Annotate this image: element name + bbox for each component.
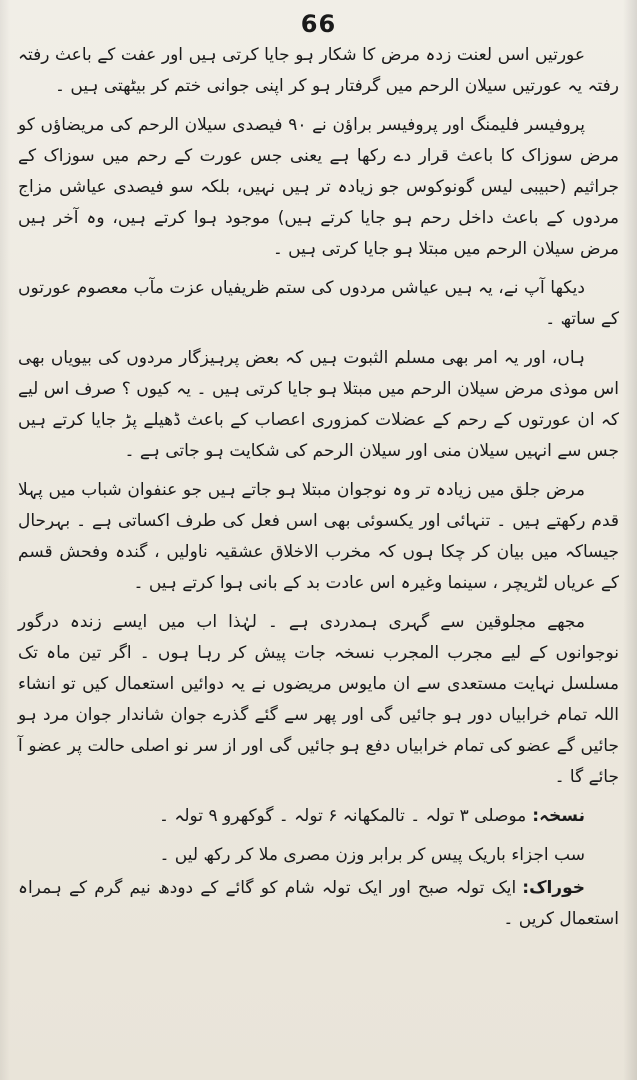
dosage-line <box>18 873 619 935</box>
page-gutter-shadow <box>0 0 10 1080</box>
page-body <box>18 40 619 935</box>
recipe-label: نسخہ: <box>532 806 585 826</box>
dosage-label: خوراک: <box>522 878 585 898</box>
page-edge-shadow <box>623 0 637 1080</box>
recipe-text: موصلی ۳ تولہ ۔ تالمکھانہ ۶ تولہ ۔ گوکھرو ۹ تولہ ۔ <box>159 806 527 826</box>
paragraph-4: ہاں، اور یہ امر بھی مسلم الثبوت ہیں کہ بعض پرہیزگار مردوں کی بیویاں بھی اس موذی مرض سیلان الرحم میں مبتلا ہو جایا کرتی ہیں ۔ یہ کیوں ؟ صرف اس لیے کہ ان عورتوں کے رحم کے عضلات کمزوری اعصاب کے باعث ڈھیلے پڑ جایا کرتے ہیں جس سے انہیں سیلان منی اور سیلان الرحم کی شکایت ہو جاتی ہے ۔ <box>18 348 619 461</box>
paragraph-2: پروفیسر فلیمنگ اور پروفیسر براؤن نے ۹۰ فیصدی سیلان الرحم کی مریضاؤں کو مرض سوزاک کا باعث قرار دے رکھا ہے یعنی جس عورت کے رحم میں سوزاک کے جراثیم (حبیبی لیس گونوکوس جو زیادہ تر ہیں نہیں، بلکہ سو فیصدی عیاشں مزاج مردوں کے باعث داخل رحم ہو جایا کرتے ہیں) موجود ہوا کرتے ہیں، وہ آخر ہیں مرض سیلان الرحم میں مبتلا ہو جایا کرتی ہیں ۔ <box>18 115 619 259</box>
preparation-line: سب اجزاء باریک پیس کر برابر وزن مصری ملا کر رکھ لیں ۔ <box>159 845 585 865</box>
paragraph-5: مرض جلق میں زیادہ تر وہ نوجوان مبتلا ہو جاتے ہیں جو عنفوان شباب میں پہلا قدم رکھتے ہیں ۔ تنہائی اور یکسوئی بھی اسں فعل کی طرف اکساتی ہے ۔ بہرحال جیساکہ میں بیان کر چکا ہوں کہ مخرب الاخلاق عشقیہ ناولیں ، گندہ وفحش قسم کے عریاں لٹریچر ، سینما وغیرہ اس عادت بد کے بانی ہوا کرتے ہیں ۔ <box>18 480 619 593</box>
dosage-text: ایک تولہ صبح اور ایک تولہ شام کو گائے کے دودھ نیم گرم کے ہمراہ استعمال کریں ۔ <box>18 878 619 929</box>
page-number: 66 <box>300 10 337 38</box>
recipe-line <box>18 801 619 832</box>
paragraph-6: مجھے مجلوقین سے گہری ہمدردی ہے ۔ لہٰذا اب میں ایسے زندہ درگور نوجوانوں کے لیے مجرب المجرب نسخہ جات پیش کر رہا ہوں ۔ اگر تین ماہ تک مسلسل نہایت مستعدی سے ان مایوس مریضوں نے یہ دوائیں استعمال کیں تو انشاء اللہ تمام خرابیاں دور ہو جائیں گی اور پھر سے گئے گذرے جوان شاندار جوان مرد ہو جائیں گے عضو کی تمام خرابیاں دفع ہو جائیں گی اور از سر نو اصلی حالت پر عضو آ جائے گا ۔ <box>18 612 619 787</box>
paragraph-3: دیکھا آپ نے، یہ ہیں عیاشں مردوں کی ستم ظریفیاں عزت مآب معصوم عورتوں کے ساتھ ۔ <box>18 278 619 329</box>
paragraph-1: عورتیں اسں لعنت زدہ مرض کا شکار ہو جایا کرتی ہیں اور عفت کے باعث رفتہ رفتہ یہ عورتیں سیلان الرحم میں گرفتار ہو کر اپنی جوانی ختم کر بیٹھتی ہیں ۔ <box>18 45 619 96</box>
